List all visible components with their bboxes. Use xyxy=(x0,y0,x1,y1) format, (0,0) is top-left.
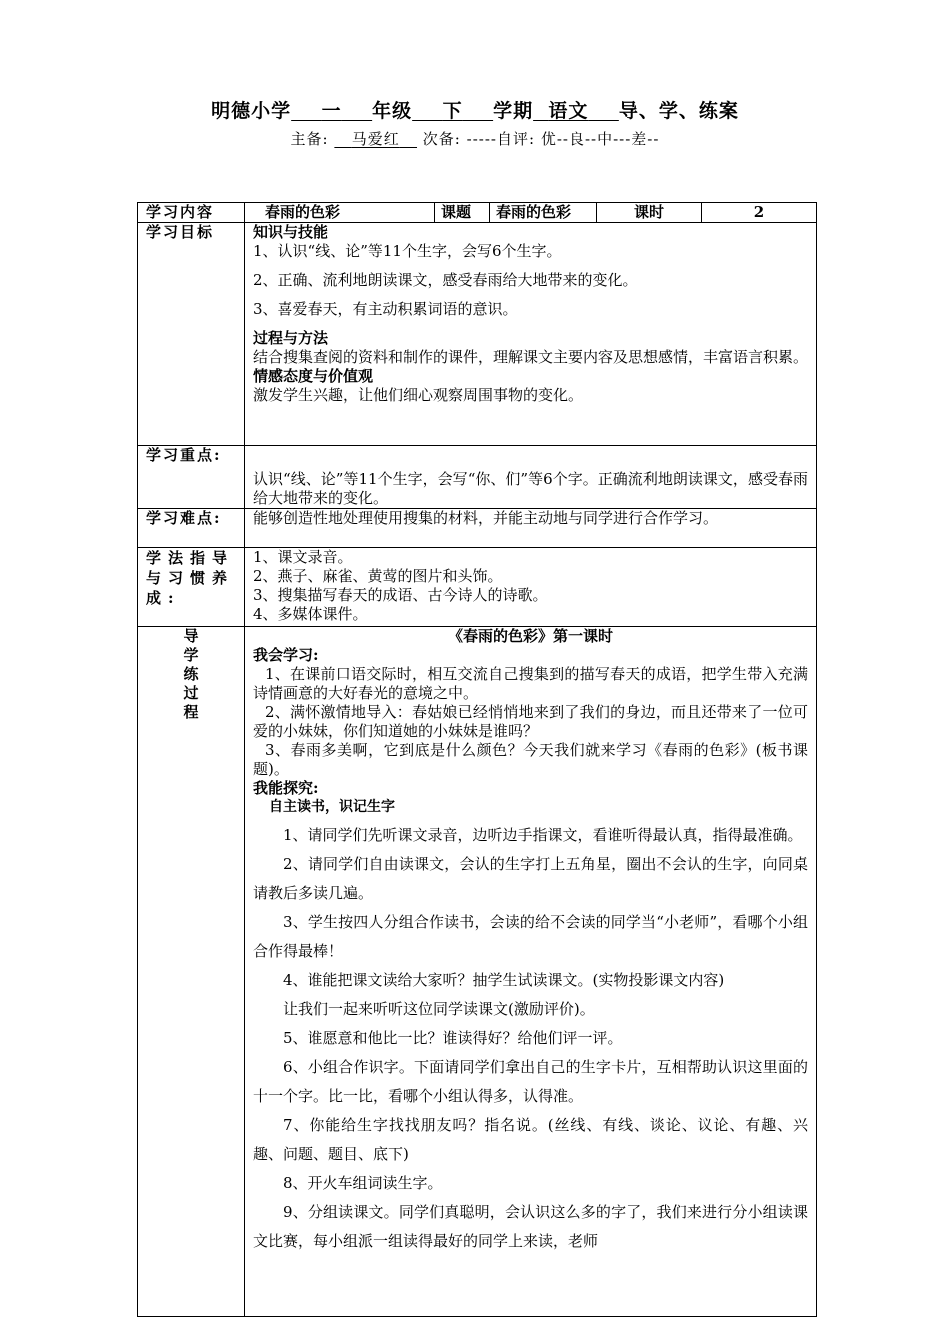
process-label xyxy=(138,627,245,1317)
explore-item: 4、谁能把课文读给大家听？抽学生试读课文。(实物投影课文内容) xyxy=(283,971,725,989)
goals-label: 学习目标 xyxy=(138,223,245,446)
term-suffix: 学期 xyxy=(493,100,534,122)
hours-label: 课时 xyxy=(597,203,702,223)
guidance-item-2: 2、燕子、麻雀、黄莺的图片和头饰。 xyxy=(253,567,503,585)
guidance-label: 学法指导与习惯养成: xyxy=(138,548,245,627)
process-text: 结合搜集查阅的资料和制作的课件，理解课文主要内容及思想感情，丰富语言积累。 xyxy=(253,348,809,366)
goal-item-3: 3、喜爱春天，有主动积累词语的意识。 xyxy=(253,300,518,318)
learn-item: 1、在课前口语交际时，相互交流自己搜集到的描写春天的成语，把学生带入充满诗情画意的大好春光的意境之中。 xyxy=(253,665,808,702)
content-label: 学习内容 xyxy=(138,203,245,223)
grade-fill: 一 xyxy=(321,100,342,122)
topic-label: 课题 xyxy=(435,203,490,223)
explore-subheading: 自主读书，识记生字 xyxy=(269,799,395,815)
explore-item: 5、谁愿意和他比一比？谁读得好？给他们评一评。 xyxy=(283,1029,623,1047)
explore-item: 2、请同学们自由读课文，会认的生字打上五角星，圈出不会认的生字，向同桌请教后多读几遍。 xyxy=(253,855,808,902)
guidance-item-1: 1、课文录音。 xyxy=(253,548,353,566)
process-content xyxy=(245,627,817,1317)
emotion-text: 激发学生兴趣，让他们细心观察周围事物的变化。 xyxy=(253,386,584,404)
explore-item: 3、学生按四人分组合作读书，会读的给不会读的同学当“小老师”，看哪个小组合作得最棒！ xyxy=(253,913,808,960)
subtitle-line xyxy=(0,128,950,149)
emotion-heading: 情感态度与价值观 xyxy=(253,367,374,385)
table-row-process xyxy=(138,627,817,1317)
process-heading: 过程与方法 xyxy=(253,329,329,347)
explore-item: 7、你能给生字找找朋友吗？指名说。(丝线、有线、谈论、议论、有趣、兴趣、问题、题目、底下) xyxy=(253,1116,808,1163)
table-row-key-points xyxy=(138,446,817,509)
self-eval-label: 自评: xyxy=(496,130,536,148)
learn-item: 2、满怀激情地导入：春姑娘已经悄悄地来到了我们的身边，而且还带来了一位可爱的小妹妹，你们知道她的小妹妹是谁吗？ xyxy=(253,703,808,740)
main-prep-label: 主备: xyxy=(290,130,329,148)
goal-item-2: 2、正确、流利地朗读课文，感受春雨给大地带来的变化。 xyxy=(253,271,638,289)
sub-prep-value: ----- xyxy=(466,130,497,148)
main-prep-name: 马爱红 xyxy=(351,130,400,148)
process-label-char: 程 xyxy=(183,703,199,721)
key-points-text: 认识“线、论”等11个生字，会写“你、们”等6个字。正确流利地朗读课文，感受春雨给大地带来的变化。 xyxy=(245,446,817,509)
explore-item: 8、开火车组词读生字。 xyxy=(283,1174,443,1192)
learn-item: 3、春雨多美啊，它到底是什么颜色？今天我们就来学习《春雨的色彩》(板书课题)。 xyxy=(253,741,808,778)
topic-value: 春雨的色彩 xyxy=(490,203,597,223)
hours-value: 2 xyxy=(702,203,817,223)
table-row-header xyxy=(138,203,817,223)
lesson-title: 《春雨的色彩》第一课时 xyxy=(447,627,613,645)
explore-item: 1、请同学们先听课文录音，边听边手指课文，看谁听得最认真，指得最准确。 xyxy=(283,826,803,844)
explore-item: 让我们一起来听听这位同学读课文(激励评价)。 xyxy=(283,1000,595,1018)
key-points-label: 学习重点: xyxy=(138,446,245,509)
learn-heading: 我会学习: xyxy=(253,646,319,664)
difficulties-label: 学习难点: xyxy=(138,509,245,548)
content-value: 春雨的色彩 xyxy=(245,203,435,223)
guidance-content xyxy=(245,548,817,627)
guidance-item-3: 3、搜集描写春天的成语、古今诗人的诗歌。 xyxy=(253,586,548,604)
page-title xyxy=(0,96,950,123)
table-row-goals xyxy=(138,223,817,446)
school-name: 明德小学 xyxy=(211,100,292,122)
difficulties-text: 能够创造性地处理使用搜集的材料，并能主动地与同学进行合作学习。 xyxy=(245,509,817,548)
plan-type: 导、学、练案 xyxy=(618,100,739,122)
term-fill: 下 xyxy=(442,100,463,122)
explore-heading: 我能探究: xyxy=(253,779,319,797)
goals-content xyxy=(245,223,817,446)
explore-item: 6、小组合作识字。下面请同学们拿出自己的生字卡片，互相帮助认识这里面的十一个字。比一比，看哪个小组认得多，认得准。 xyxy=(253,1058,808,1105)
knowledge-heading: 知识与技能 xyxy=(253,223,329,241)
self-eval-options: 优--良--中---差-- xyxy=(540,130,660,148)
goal-item-1: 1、认识“线、论”等11个生字，会写6个生字。 xyxy=(253,242,562,260)
guidance-item-4: 4、多媒体课件。 xyxy=(253,605,368,623)
grade-suffix: 年级 xyxy=(372,100,413,122)
explore-item: 9、分组读课文。同学们真聪明，会认识这么多的字了，我们来进行分小组读课文比赛，每小组派一组读得最好的同学上来读，老师 xyxy=(253,1203,808,1250)
lesson-plan-table xyxy=(137,202,817,1317)
process-label-char: 练 xyxy=(183,665,199,683)
process-label-char: 导 xyxy=(183,627,199,645)
table-row-difficulties xyxy=(138,509,817,548)
table-row-guidance xyxy=(138,548,817,627)
subject-fill: 语文 xyxy=(548,100,589,122)
process-label-char: 过 xyxy=(183,684,199,702)
sub-prep-label: 次备: xyxy=(422,130,461,148)
process-label-char: 学 xyxy=(183,646,199,664)
